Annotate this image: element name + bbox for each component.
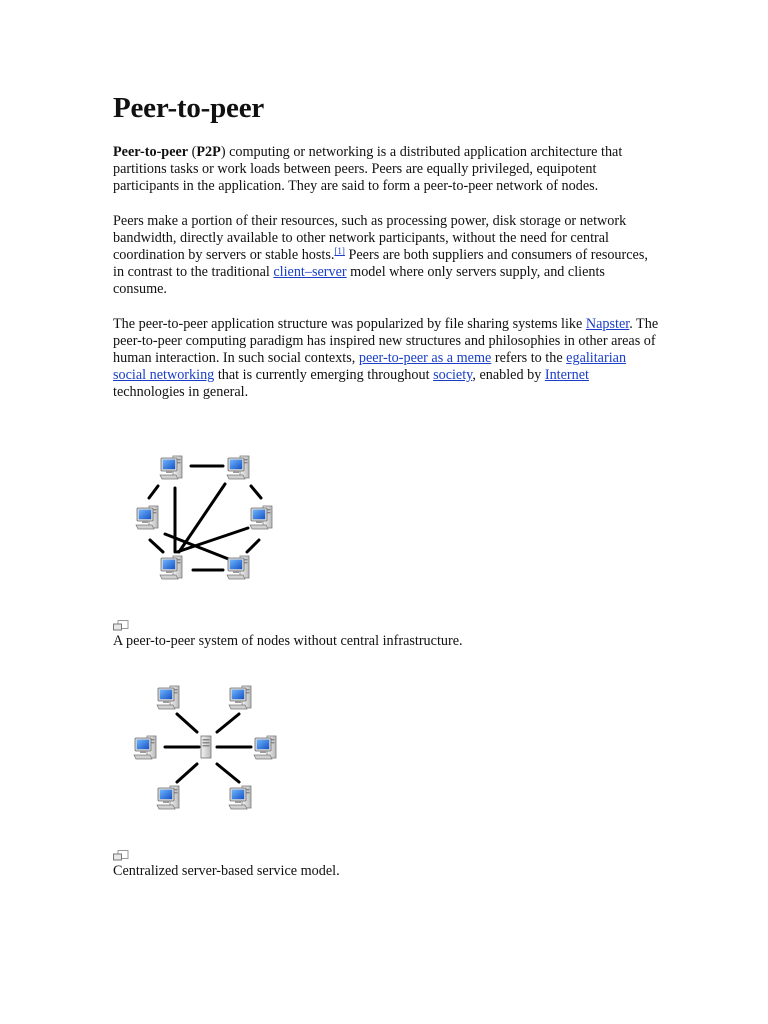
article-body bbox=[113, 88, 661, 402]
page-title: Peer-to-peer bbox=[113, 92, 265, 124]
para2-text-1: Peers make a portion of their resources, such as processing power, disk storage or network bandwidth, directly available to other network participants, without the need for central coordination by servers or stable hosts. bbox=[113, 212, 627, 264]
figure-caption-1 bbox=[113, 620, 463, 650]
computer-icon bbox=[254, 736, 276, 759]
resources-paragraph bbox=[113, 213, 661, 299]
client-server-diagram bbox=[113, 676, 283, 816]
para2-text-2: Peers are both suppliers and consumers of resources, in contrast to the traditional bbox=[113, 247, 648, 281]
napster-link[interactable]: Napster bbox=[585, 315, 630, 332]
egalitarian-link[interactable]: egalitarian bbox=[566, 350, 627, 367]
para3-text-3: refers to the bbox=[491, 350, 567, 367]
internet-link[interactable]: Internet bbox=[544, 367, 589, 384]
figure-caption-2 bbox=[113, 850, 340, 880]
computer-icon bbox=[134, 736, 156, 759]
computer-icon bbox=[157, 686, 179, 709]
intro-text: ) computing or networking is a distributed application architecture that partitions tasks or work loads between peers. Peers are equally privileged, equipotent participants in the application. They are said to form a peer-to-peer network of nodes. bbox=[113, 144, 623, 195]
client-server-link[interactable]: client–server bbox=[273, 264, 347, 281]
social-networking-link[interactable]: social networking bbox=[113, 367, 215, 384]
para3-text-7: technologies in general. bbox=[113, 384, 249, 401]
enlarge-icon[interactable] bbox=[113, 850, 129, 862]
caption-text: A peer-to-peer system of nodes without central infrastructure. bbox=[113, 633, 463, 649]
intro-paragraph bbox=[113, 144, 661, 196]
computer-icon bbox=[160, 456, 182, 479]
computer-icon bbox=[229, 686, 251, 709]
computer-icon bbox=[227, 556, 249, 579]
meme-link[interactable]: peer-to-peer as a meme bbox=[358, 350, 492, 367]
intro-abbr: P2P bbox=[196, 144, 221, 160]
server-icon bbox=[201, 736, 211, 758]
para3-text-6: , enabled by bbox=[472, 367, 545, 384]
para3-text-2: . The peer-to-peer computing paradigm has inspired new structures and philosophies in other areas of human interaction. In such social contexts, bbox=[113, 315, 659, 367]
intro-term: Peer-to-peer bbox=[113, 144, 189, 160]
computer-icon bbox=[160, 556, 182, 579]
computer-icon bbox=[227, 456, 249, 479]
computer-icon bbox=[136, 506, 158, 529]
history-paragraph bbox=[113, 316, 661, 402]
society-link[interactable]: society bbox=[433, 367, 473, 384]
para3-text-5: that is currently emerging throughout bbox=[214, 367, 434, 384]
para2-text-3: model where only servers supply, and clients consume. bbox=[113, 264, 605, 298]
para3-text-1: The peer-to-peer application structure was popularized by file sharing systems like bbox=[113, 315, 586, 332]
enlarge-icon[interactable] bbox=[113, 620, 129, 632]
reference-link-1[interactable]: [1] bbox=[334, 246, 345, 257]
caption-text: Centralized server-based service model. bbox=[113, 863, 340, 879]
computer-icon bbox=[250, 506, 272, 529]
p2p-network-diagram bbox=[113, 448, 283, 588]
computer-icon bbox=[229, 786, 251, 809]
intro-paren: ( bbox=[188, 144, 197, 160]
computer-icon bbox=[157, 786, 179, 809]
